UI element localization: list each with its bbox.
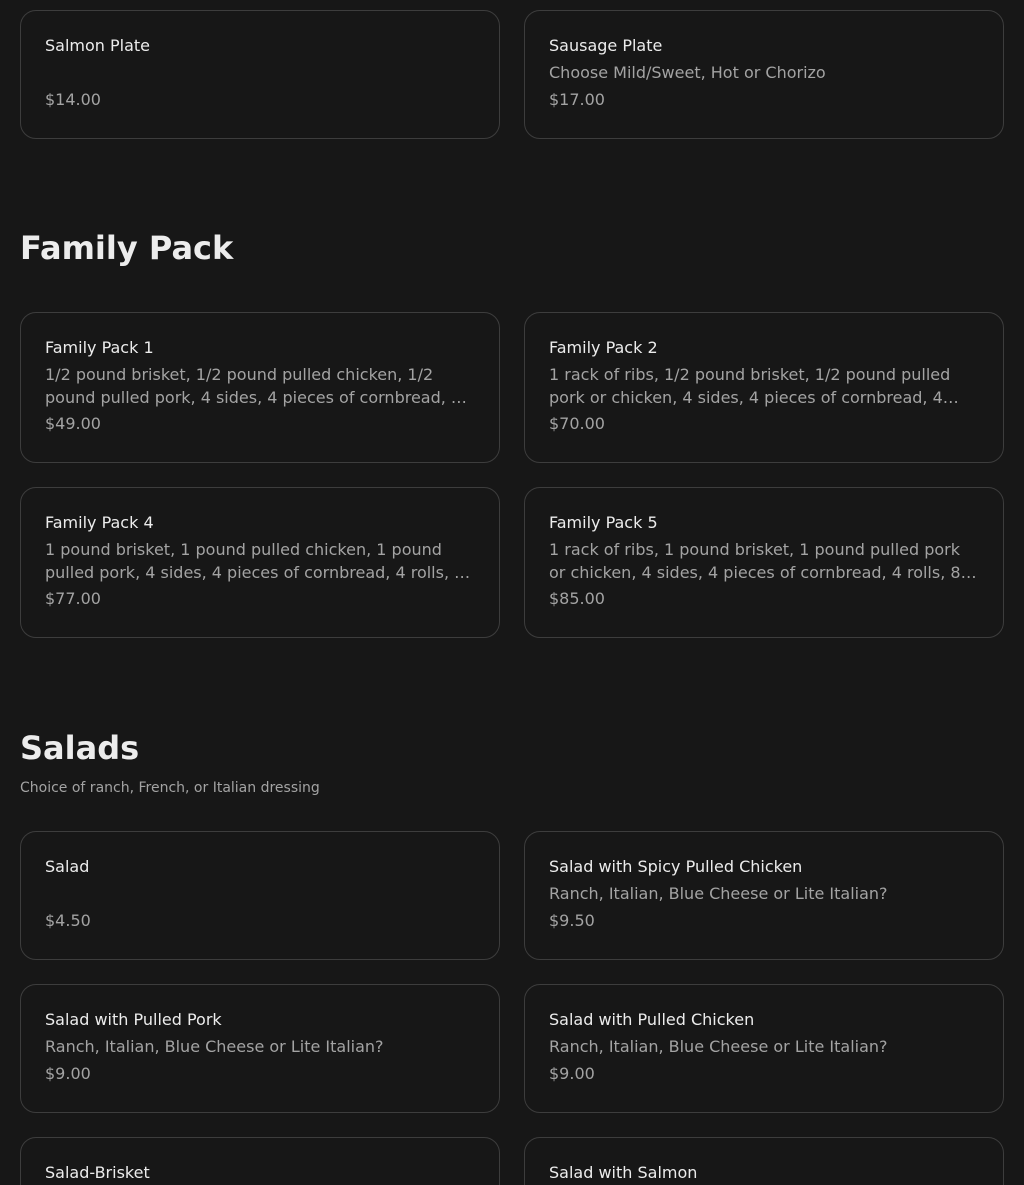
menu-item-name: Salad with Pulled Pork bbox=[45, 1010, 222, 1029]
menu-item-price: $70.00 bbox=[549, 414, 605, 433]
section-title-family-pack: Family Pack bbox=[20, 229, 234, 267]
menu-item-description: 1 rack of ribs, 1/2 pound brisket, 1/2 pound pulled pork or chicken, 4 sides, 4 pieces of cornbread, 4… bbox=[549, 365, 959, 407]
menu-item-name: Salad-Brisket bbox=[45, 1163, 150, 1182]
menu-item-name: Family Pack 4 bbox=[45, 513, 154, 532]
menu-item-price: $49.00 bbox=[45, 414, 101, 433]
menu-item-description: Ranch, Italian, Blue Cheese or Lite Italian? bbox=[549, 1037, 888, 1056]
menu-item-name: Sausage Plate bbox=[549, 36, 663, 55]
menu-item-name: Salmon Plate bbox=[45, 36, 151, 55]
menu-item-card[interactable] bbox=[20, 984, 500, 1113]
menu-item-price: $17.00 bbox=[549, 90, 605, 109]
menu-item-card[interactable] bbox=[20, 312, 500, 463]
section-title-salads: Salads bbox=[20, 729, 140, 767]
menu-item-card[interactable] bbox=[20, 10, 500, 139]
menu-item-card[interactable] bbox=[20, 1137, 500, 1185]
section-subtitle-salads: Choice of ranch, French, or Italian dressing bbox=[20, 780, 320, 796]
salads-grid bbox=[20, 831, 1004, 1185]
menu-item-description: 1/2 pound brisket, 1/2 pound pulled chicken, 1/2 pound pulled pork, 4 sides, 4 pieces of cornbread, … bbox=[45, 365, 467, 407]
menu-item-name: Salad bbox=[45, 857, 90, 876]
menu-item-card[interactable] bbox=[524, 312, 1004, 463]
menu-item-description: 1 rack of ribs, 1 pound brisket, 1 pound pulled pork or chicken, 4 sides, 4 pieces of cornbread, 4 rolls, 8… bbox=[549, 540, 977, 582]
menu-item-name: Salad with Spicy Pulled Chicken bbox=[549, 857, 803, 876]
menu-item-price: $9.00 bbox=[45, 1064, 91, 1083]
menu-item-card[interactable] bbox=[20, 487, 500, 638]
menu-item-name: Family Pack 2 bbox=[549, 338, 658, 357]
menu-item-price: $4.50 bbox=[45, 911, 91, 930]
menu-item-description: Ranch, Italian, Blue Cheese or Lite Italian? bbox=[45, 1037, 384, 1056]
menu-item-name: Family Pack 5 bbox=[549, 513, 658, 532]
menu-item-description: 1 pound brisket, 1 pound pulled chicken, 1 pound pulled pork, 4 sides, 4 pieces of cornbread, 4 rolls, … bbox=[45, 540, 471, 582]
menu-item-card[interactable] bbox=[524, 487, 1004, 638]
menu-item-description: Ranch, Italian, Blue Cheese or Lite Italian? bbox=[549, 884, 888, 903]
menu-item-price: $14.00 bbox=[45, 90, 101, 109]
menu-item-price: $77.00 bbox=[45, 589, 101, 608]
menu-item-card[interactable] bbox=[524, 984, 1004, 1113]
family-pack-grid bbox=[20, 312, 1004, 638]
menu-item-card[interactable] bbox=[524, 10, 1004, 139]
menu-item-card[interactable] bbox=[20, 831, 500, 960]
menu-item-description: Choose Mild/Sweet, Hot or Chorizo bbox=[549, 63, 826, 82]
menu-item-price: $9.00 bbox=[549, 1064, 595, 1083]
plates-grid bbox=[20, 10, 1004, 139]
menu-item-card[interactable] bbox=[524, 1137, 1004, 1185]
menu-item-name: Salad with Salmon bbox=[549, 1163, 698, 1182]
menu-item-price: $9.50 bbox=[549, 911, 595, 930]
menu-item-price: $85.00 bbox=[549, 589, 605, 608]
menu-item-name: Salad with Pulled Chicken bbox=[549, 1010, 755, 1029]
menu-item-card[interactable] bbox=[524, 831, 1004, 960]
menu-item-name: Family Pack 1 bbox=[45, 338, 154, 357]
